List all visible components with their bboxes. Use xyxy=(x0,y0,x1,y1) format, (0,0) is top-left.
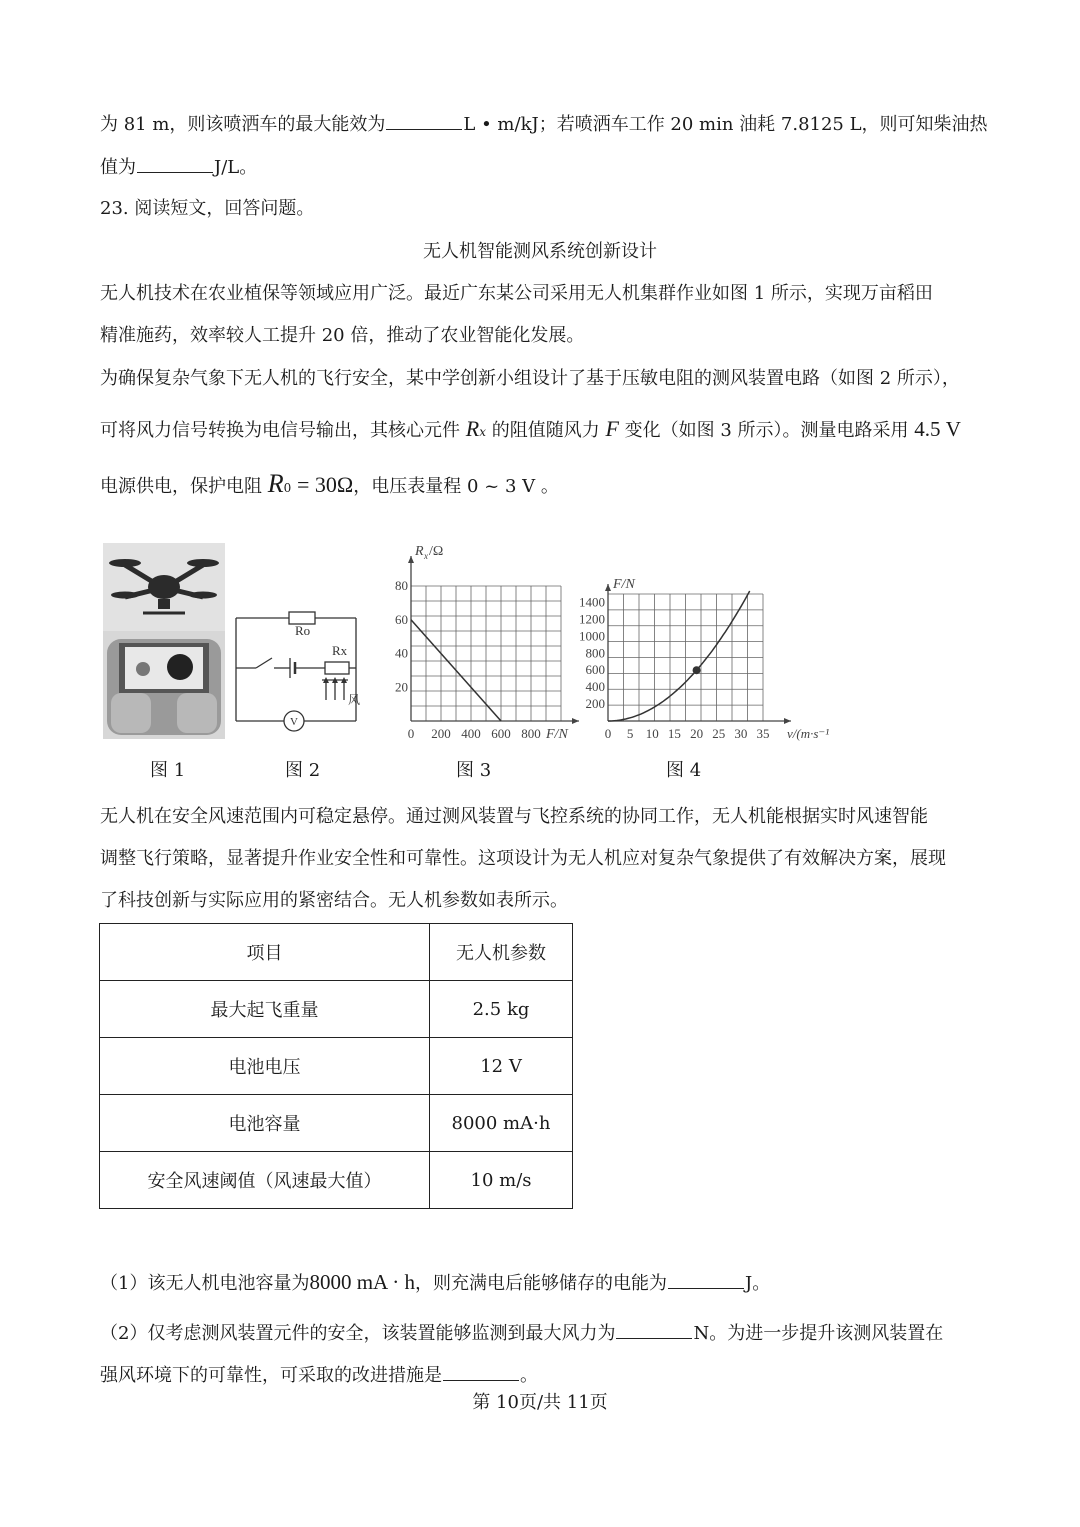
page-footer: 第 10页/共 11页 xyxy=(472,1392,608,1413)
y-axis-label-unit: /Ω xyxy=(429,544,444,559)
subquestion-1 xyxy=(100,1267,770,1299)
drone-parameter-table xyxy=(99,923,573,1209)
subscript: x xyxy=(479,425,486,439)
voltage-value: 4.5 V xyxy=(914,417,961,441)
answer-blank[interactable] xyxy=(616,1320,692,1339)
y-tick-label: 80 xyxy=(395,578,408,593)
text: 强风环境下的可靠性，可采取的改进措施是 xyxy=(100,1365,442,1386)
y-tick-label: 40 xyxy=(395,645,408,661)
series-line xyxy=(608,591,750,721)
fig2-caption: 图 2 xyxy=(285,760,321,781)
fig4-caption: 图 4 xyxy=(666,760,702,781)
y-tick-label: 1000 xyxy=(579,628,605,644)
circuit-diagram xyxy=(232,598,362,733)
table-row xyxy=(100,1038,573,1095)
text-line xyxy=(100,111,988,137)
x-tick-label: 0 xyxy=(407,726,415,741)
paragraph-line: 无人机技术在农业植保等领域应用广泛。最近广东某公司采用无人机集群作业如图 1 所示，实现万亩稻田 xyxy=(100,283,933,304)
wind-label: 风 xyxy=(348,693,361,707)
question-heading: 23. 阅读短文，回答问题。 xyxy=(100,198,315,219)
rx-label: Rx xyxy=(332,643,348,658)
table-cell: 12 V xyxy=(430,1038,573,1095)
paragraph-line xyxy=(100,414,961,447)
text-line xyxy=(100,154,257,180)
answer-blank[interactable] xyxy=(386,111,462,130)
y-tick-label: 1200 xyxy=(579,611,605,627)
text: 。 xyxy=(520,1365,538,1386)
text: L • m/kJ；若喷洒车工作 20 min 油耗 7.8125 L，则可知柴油热 xyxy=(463,114,988,135)
answer-blank[interactable] xyxy=(668,1270,744,1289)
r0-label: Ro xyxy=(295,623,311,638)
table-row xyxy=(100,981,573,1038)
y-tick-label: 800 xyxy=(585,645,605,661)
resistor-rx-symbol xyxy=(325,662,349,674)
answer-blank[interactable] xyxy=(137,154,213,173)
symbol-f: F xyxy=(605,416,619,441)
table-header-cell: 无人机参数 xyxy=(430,924,573,981)
capacity-value: 8000 mA · h xyxy=(309,1270,416,1294)
paragraph-line: 无人机在安全风速范围内可稳定悬停。通过测风装置与飞控系统的协同工作，无人机能根据实时风速智能 xyxy=(100,806,928,827)
answer-blank[interactable] xyxy=(443,1362,519,1381)
text: 值为 xyxy=(100,157,136,178)
subquestion-2 xyxy=(100,1320,943,1346)
y-axis-arrow xyxy=(408,556,414,563)
table-header-row xyxy=(100,924,573,981)
symbol-rx: R xyxy=(465,416,480,441)
chart-rx-vs-f xyxy=(385,538,580,743)
y-tick-label: 200 xyxy=(585,696,605,712)
x-tick-label: 200 xyxy=(431,726,451,741)
x-axis-label: F/N xyxy=(546,727,568,742)
x-tick-label: 15 xyxy=(667,726,681,741)
passage-title: 无人机智能测风系统创新设计 xyxy=(423,241,657,262)
symbol-r0: R xyxy=(267,469,284,498)
text: 变化（如图 3 所示）。测量电路采用 xyxy=(624,420,909,441)
data-point xyxy=(693,666,701,674)
y-axis-label: F/N xyxy=(613,577,635,592)
x-tick-label: 20 xyxy=(690,726,704,741)
chart-f-vs-v xyxy=(565,570,840,745)
y-axis-label: R xyxy=(415,544,424,559)
x-axis-arrow xyxy=(784,718,791,724)
table-header-cell: 项目 xyxy=(100,924,430,981)
paragraph-line: 调整飞行策略，显著提升作业安全性和可靠性。这项设计为无人机应对复杂气象提供了有效解决方案，展现 xyxy=(100,848,946,869)
text: J。 xyxy=(745,1273,771,1294)
table-cell: 8000 mA·h xyxy=(430,1095,573,1152)
y-tick-label: 60 xyxy=(395,611,408,627)
x-tick-label: 5 xyxy=(626,726,634,741)
text: J/L。 xyxy=(214,157,258,178)
y-tick-label: 400 xyxy=(585,679,605,695)
text: （2）仅考虑测风装置元件的安全，该装置能够监测到最大风力为 xyxy=(100,1323,616,1344)
paragraph-line: 了科技创新与实际应用的紧密结合。无人机参数如表所示。 xyxy=(100,890,568,911)
subquestion-2-cont xyxy=(100,1362,538,1388)
y-tick-label: 20 xyxy=(395,679,408,695)
table-cell: 安全风速阈值（风速最大值） xyxy=(100,1152,430,1209)
x-tick-label: 0 xyxy=(604,726,612,741)
table-cell: 电池电压 xyxy=(100,1038,430,1095)
x-tick-label: 10 xyxy=(645,726,659,741)
paragraph-line: 为确保复杂气象下无人机的飞行安全，某中学创新小组设计了基于压敏电阻的测风装置电路（如图 2 所示）， xyxy=(100,368,960,389)
table-cell: 最大起飞重量 xyxy=(100,981,430,1038)
table-cell: 10 m/s xyxy=(430,1152,573,1209)
text: ，则充满电后能够储存的电能为 xyxy=(415,1273,668,1294)
x-tick-label: 30 xyxy=(734,726,748,741)
x-tick-label: 35 xyxy=(756,726,770,741)
table-row xyxy=(100,1095,573,1152)
fig1-caption: 图 1 xyxy=(150,760,186,781)
x-tick-label: 25 xyxy=(712,726,726,741)
table-cell: 电池容量 xyxy=(100,1095,430,1152)
x-tick-label: 800 xyxy=(521,726,541,741)
drone-photo-figure xyxy=(103,543,225,739)
x-tick-label: 600 xyxy=(491,726,511,741)
resistance-value: = 30Ω xyxy=(297,472,354,497)
subscript: 0 xyxy=(283,481,292,495)
text: 为 81 m，则该喷洒车的最大能效为 xyxy=(100,114,386,135)
text: N。为进一步提升该测风装置在 xyxy=(693,1323,944,1344)
table-cell: 2.5 kg xyxy=(430,981,573,1038)
y-tick-label: 1400 xyxy=(579,594,605,610)
x-tick-label: 400 xyxy=(461,726,481,741)
x-axis-label: v/(m·s⁻¹ xyxy=(787,726,830,741)
controller-icon xyxy=(107,639,221,735)
text: ，电压表量程 0 ~ 3 V 。 xyxy=(353,476,559,497)
y-axis-arrow xyxy=(605,584,611,591)
text: 的阻值随风力 xyxy=(491,420,600,441)
y-axis-label-sub: x xyxy=(424,551,428,561)
voltmeter-label: V xyxy=(290,716,298,728)
switch-symbol xyxy=(256,658,272,668)
text: 电源供电，保护电阻 xyxy=(100,476,262,497)
text: （1）该无人机电池容量为 xyxy=(100,1273,310,1294)
paragraph-line: 精准施药，效率较人工提升 20 倍，推动了农业智能化发展。 xyxy=(100,325,585,346)
table-row xyxy=(100,1152,573,1209)
text: 可将风力信号转换为电信号输出，其核心元件 xyxy=(100,420,460,441)
fig3-caption: 图 3 xyxy=(456,760,492,781)
paragraph-line xyxy=(100,468,559,504)
y-tick-label: 600 xyxy=(585,662,605,678)
